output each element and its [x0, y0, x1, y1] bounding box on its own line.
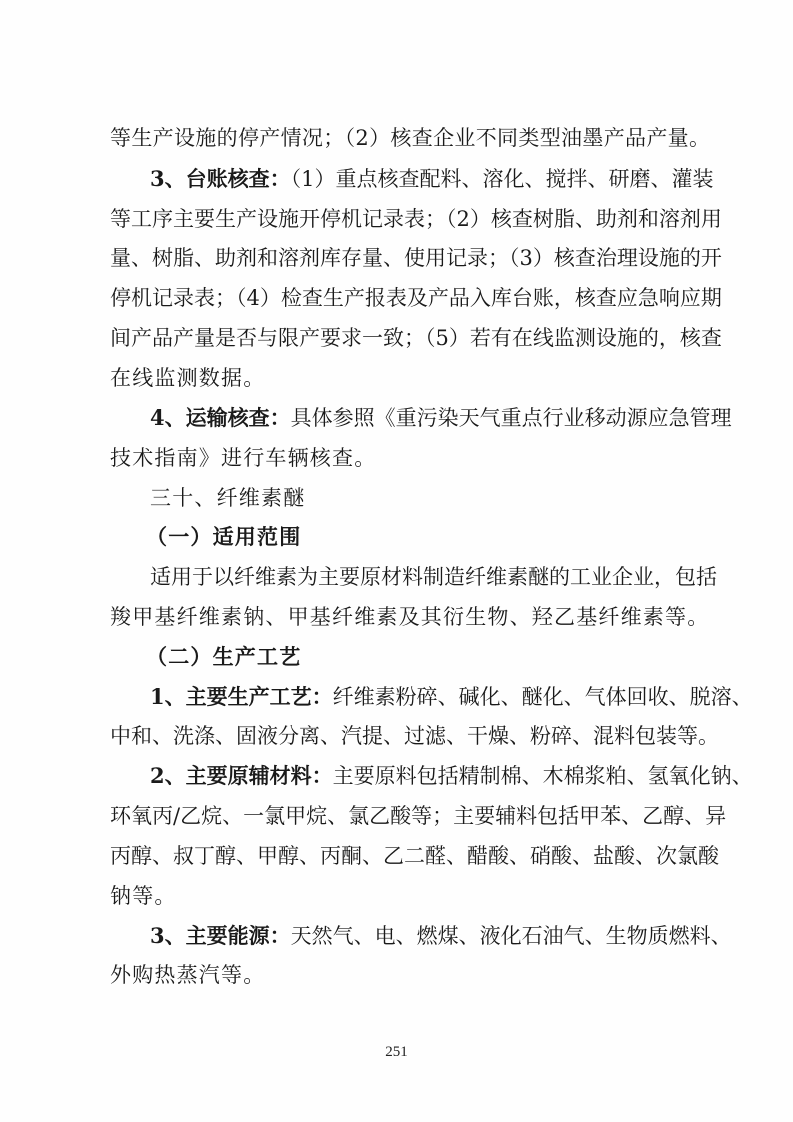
text-line-13	[110, 603, 710, 631]
text-line-20	[110, 882, 710, 910]
line-text: 环氧丙/乙烷、一氯甲烷、氯乙酸等；主要辅料包括甲苯、乙醇、异	[110, 804, 727, 828]
text-line-8	[150, 404, 732, 432]
line-text: 羧甲基纤维素钠、甲基纤维素及其衍生物、羟乙基纤维素等。	[110, 605, 710, 629]
line-text: 主要原料包括精制棉、木棉浆粕、氢氧化钠、	[332, 764, 753, 788]
subsection-heading-1	[146, 523, 746, 551]
line-text: 天然气、电、燃煤、液化石油气、生物质燃料、	[290, 924, 732, 948]
text-line-15	[150, 683, 753, 711]
text-line-21	[150, 922, 732, 950]
text-line-16	[110, 722, 719, 750]
line-text: 量、树脂、助剂和溶剂库存量、使用记录；（3）核查治理设施的开	[110, 246, 722, 270]
text-line-5	[110, 284, 722, 312]
line-text: 技术指南》进行车辆核查。	[110, 446, 377, 470]
text-line-12	[150, 563, 717, 591]
text-line-1	[110, 124, 710, 152]
line-text: 等生产设施的停产情况；（2）核查企业不同类型油墨产品产量。	[110, 126, 710, 150]
text-line-7	[110, 364, 710, 392]
line-text: 钠等。	[110, 884, 177, 908]
line-text: （一）适用范围	[146, 524, 302, 549]
text-line-3	[110, 205, 722, 233]
line-text: 间产品产量是否与限产要求一致；（5）若有在线监测设施的，核查	[110, 326, 722, 350]
line-text: （二）生产工艺	[146, 644, 302, 669]
line-text: 纤维素粉碎、碱化、醚化、气体回收、脱溶、	[332, 685, 753, 709]
line-text: 三十、纤维素醚	[150, 486, 306, 510]
text-line-22	[110, 961, 710, 989]
line-heading: 3、主要能源：	[150, 923, 291, 948]
line-text: 停机记录表；（4）检查生产报表及产品入库台账，核查应急响应期	[110, 286, 722, 310]
section-heading	[150, 484, 710, 512]
text-line-4	[110, 244, 722, 272]
line-heading: 2、主要原辅材料：	[150, 763, 333, 788]
line-text: 中和、洗涤、固液分离、汽提、过滤、干燥、粉碎、混料包装等。	[110, 724, 719, 748]
text-line-9	[110, 444, 710, 472]
line-text: 在线监测数据。	[110, 366, 266, 390]
text-line-18	[110, 802, 727, 830]
subsection-heading-2	[146, 643, 746, 671]
line-heading: 4、运输核查：	[150, 405, 291, 430]
line-text: 外购热蒸汽等。	[110, 963, 266, 987]
line-text: 等工序主要生产设施开停机记录表；（2）核查树脂、助剂和溶剂用	[110, 207, 722, 231]
page-number: 251	[385, 1044, 408, 1060]
text-line-19	[110, 842, 719, 870]
line-heading: 1、主要生产工艺：	[150, 684, 333, 709]
line-text: 具体参照《重污染天气重点行业移动源应急管理	[290, 406, 732, 430]
line-heading: 3、台账核查：	[150, 166, 291, 191]
text-line-17	[150, 762, 753, 790]
line-text: 适用于以纤维素为主要原材料制造纤维素醚的工业企业，包括	[150, 565, 717, 589]
line-text: 丙醇、叔丁醇、甲醇、丙酮、乙二醛、醋酸、硝酸、盐酸、次氯酸	[110, 844, 719, 868]
text-line-6	[110, 324, 722, 352]
line-text: （1）重点核查配料、溶化、搅拌、研磨、灌装	[290, 167, 714, 191]
text-line-2	[150, 165, 714, 193]
